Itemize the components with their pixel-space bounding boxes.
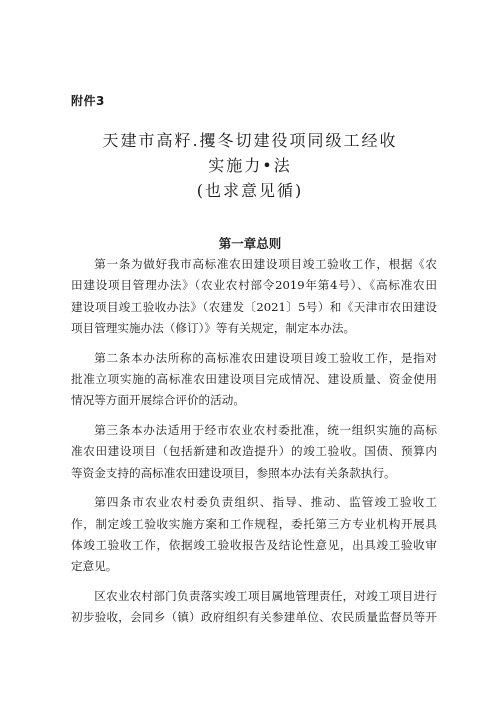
district-responsibility-paragraph (71, 586, 437, 629)
text-line: 区农业农村部门负责落实竣工项目属地管理责任，对竣工项目进行 (94, 589, 437, 604)
text-line: 体竣工验收工作，依据竣工验收报告及结论性意见，出具竣工验收审 (71, 538, 437, 553)
text-line: 初步验收，会同乡（镇）政府组织有关参建单位、农民质量监督员等开 (71, 610, 437, 625)
text-line: 第四条市农业农村委负责组织、指导、推动、监管竣工验收工 (94, 495, 437, 510)
text-line: 准农田建设项目（包括新建和改造提升）的竣工验收。国债、预算内 (71, 444, 437, 459)
attachment-label: 附件3 (71, 94, 105, 108)
text-line: 第二条本办法所称的高标准农田建设项目竣工验收工作，是指对 (94, 350, 437, 365)
text-line: 第一条为做好我市高标准农田建设项目竣工验收工作，根据《农 (94, 257, 437, 271)
text-line: 等资金支持的高标准农田建设项目，参照本办法有关条款执行。 (71, 465, 396, 480)
document-title-line-3: (也求意见循) (196, 181, 304, 200)
document-title-line-1: 天建市高籽.攫冬切建役项同级工经收 (102, 131, 398, 150)
article-3-paragraph (71, 420, 437, 484)
article-4-paragraph (71, 492, 437, 577)
article-2-paragraph (71, 348, 437, 412)
text-line: 批准立项实施的高标准农田建设项目完成情况、建设质量、资金使用 (71, 371, 437, 386)
text-line: 定意见。 (71, 559, 118, 574)
chapter-heading: 第一章总则 (218, 236, 282, 251)
text-line: 田建设项目管理办法》（农业农村部令2019年第4号）、《高标准农田 (71, 278, 437, 293)
article-1-paragraph (71, 254, 437, 339)
document-body (71, 254, 437, 637)
text-line: 作，制定竣工验收实施方案和工作规程，委托第三方专业机构开展具 (71, 516, 437, 531)
document-title-line-2: 实施力•法 (208, 156, 292, 175)
text-line: 情况等方面开展综合评价的活动。 (71, 393, 245, 408)
text-line: 项目管理实施办法（修订）》等有关规定，制定本办法。 (71, 320, 356, 335)
text-line: 第三条本办法适用于经市农业农村委批准，统一组织实施的高标 (94, 423, 437, 438)
text-line: 建设项目竣工验收办法》（农建发〔2021〕5号）和《天津市农田建设 (71, 299, 437, 314)
